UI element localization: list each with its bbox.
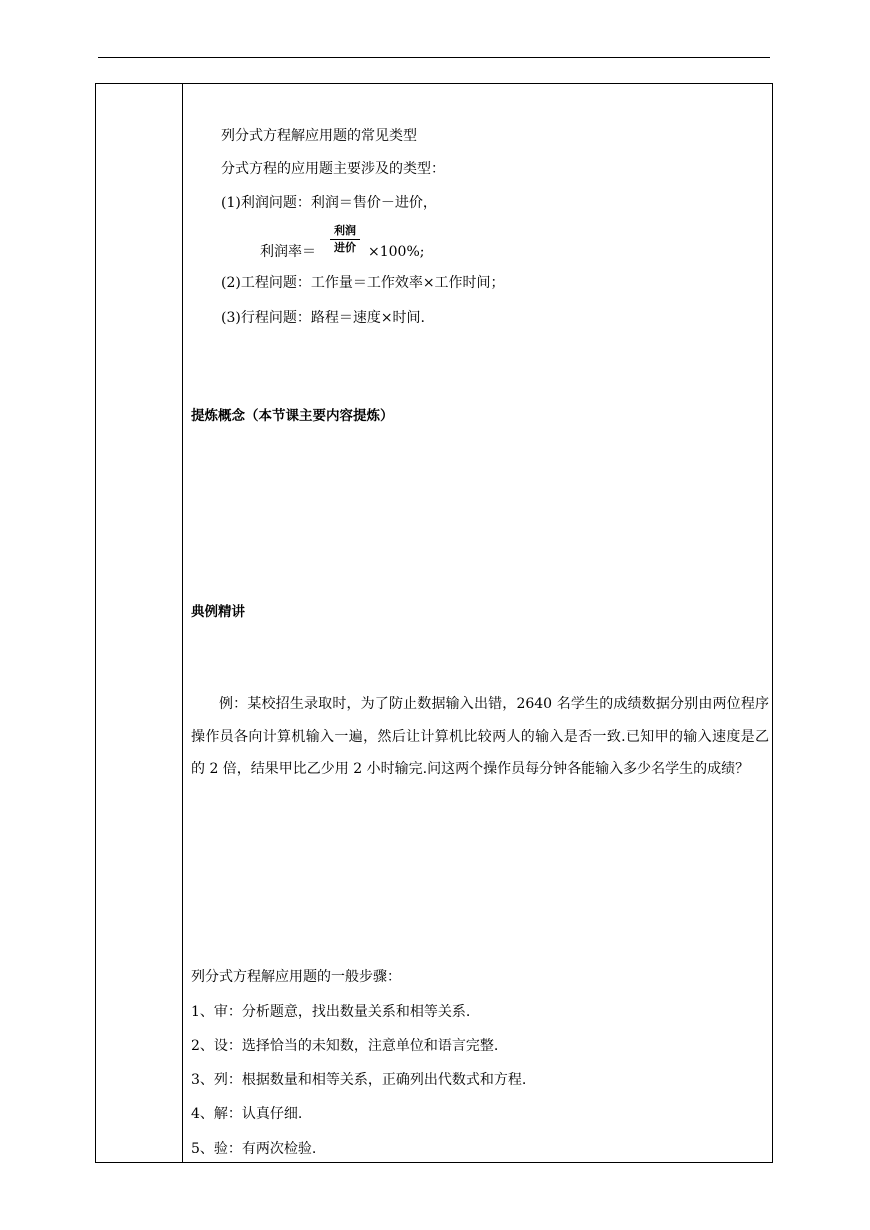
fraction-denominator: 进价	[334, 241, 356, 254]
profit-rate-suffix: ×100%;	[368, 244, 425, 260]
example-problem-text: 例：某校招生录取时，为了防止数据输入出错，2640 名学生的成绩数据分别由两位程序操作员各向计算机输入一遍，然后让计算机比较两人的输入是否一致.已知甲的输入速度是乙的 2 倍，结果甲比乙少用 2 小时输完.问这两个操作员每分钟各能输入多少名学生的成绩？	[191, 696, 769, 777]
step-item: 4、解：认真仔细.	[191, 1106, 303, 1122]
types-heading: 列分式方程解应用题的常见类型	[221, 128, 417, 144]
work-problem: (2)工程问题：工作量＝工作效率×工作时间；	[221, 275, 505, 291]
fraction-numerator: 利润	[330, 224, 360, 240]
table-column-divider	[182, 83, 183, 1163]
page-header-rule	[98, 57, 770, 58]
profit-rate-fraction	[330, 224, 360, 255]
concept-heading: 提炼概念（本节课主要内容提炼）	[191, 408, 394, 424]
types-intro: 分式方程的应用题主要涉及的类型：	[221, 161, 445, 177]
example-heading: 典例精讲	[191, 604, 245, 620]
step-item: 3、列：根据数量和相等关系，正确列出代数式和方程.	[191, 1072, 527, 1088]
step-item: 1、审：分析题意，找出数量关系和相等关系.	[191, 1004, 471, 1020]
profit-rate-label: 利润率＝	[260, 244, 316, 260]
step-item: 2、设：选择恰当的未知数，注意单位和语言完整.	[191, 1038, 499, 1054]
steps-heading: 列分式方程解应用题的一般步骤：	[191, 969, 401, 985]
lesson-table	[95, 83, 773, 1163]
travel-problem: (3)行程问题：路程＝速度×时间.	[221, 310, 426, 326]
step-item: 5、验：有两次检验.	[191, 1141, 317, 1157]
profit-problem: (1)利润问题：利润＝售价－进价，	[221, 195, 437, 211]
